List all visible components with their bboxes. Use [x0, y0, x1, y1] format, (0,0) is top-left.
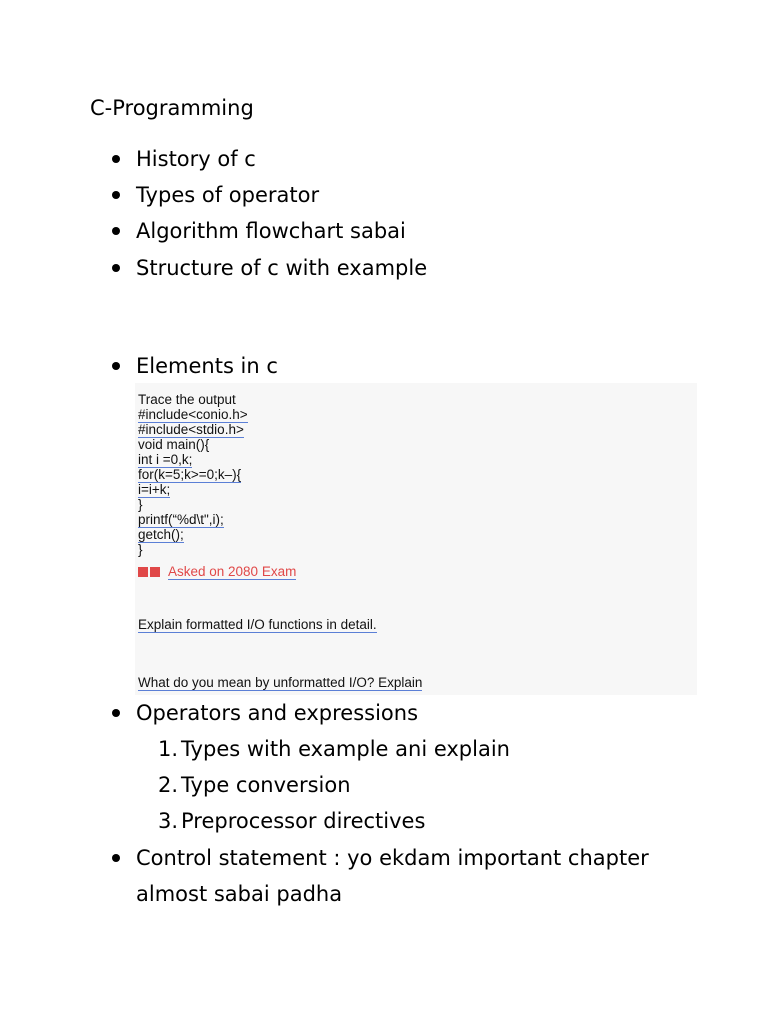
code-line: #include<stdio.h> [138, 422, 244, 437]
code-line: } [138, 542, 143, 557]
book-icon [138, 567, 160, 578]
bullet-icon [112, 264, 120, 272]
code-line: Trace the output [138, 392, 236, 407]
numbered-item: 3. Preprocessor directives [158, 809, 426, 833]
page-title: C-Programming [90, 96, 254, 120]
embedded-screenshot [135, 383, 697, 695]
bullet-icon [112, 227, 120, 235]
code-line: } [138, 497, 143, 512]
code-line: int i =0,k; [138, 452, 193, 467]
list-item-continuation: almost sabai padha [136, 882, 343, 906]
code-line: getch(); [138, 527, 184, 542]
bullet-icon [112, 155, 120, 163]
question-formatted-io: Explain formatted I/O functions in detail. [138, 617, 377, 632]
question-unformatted-io: What do you mean by unformatted I/O? Explain [138, 675, 423, 690]
code-line: i=i+k; [138, 482, 171, 497]
numbered-item: 1. Types with example ani explain [158, 737, 510, 761]
document-page: C-Programming History of c Types of operator Algorithm flowchart sabai Structure of c with example Elements in c Trace the output #include<conio.h> #include<stdio.h> void main(){ int i =0,k; for(k=5;k>=0;k–){ i=i+k; } printf(“%d\t",i); getch(); } Asked on 2080 Exam Explain formatted I/O functions in detail. What do you mean by unformatted I/O? Explain Operators and expressions 1. Types with example ani explain 2. Type conversion 3. Preprocessor directives Control statement : yo ekdam important chapter almost sabai padha [0, 0, 768, 1024]
code-line: printf(“%d\t",i); [138, 512, 224, 527]
numbered-item: 2. Type conversion [158, 773, 351, 797]
bullet-icon [112, 191, 120, 199]
code-line: for(k=5;k>=0;k–){ [138, 467, 242, 482]
bullet-icon [112, 709, 120, 717]
bullet-icon [112, 854, 120, 862]
asked-exam-label: Asked on 2080 Exam [168, 564, 297, 579]
code-line: #include<conio.h> [138, 407, 248, 422]
bullet-icon [112, 362, 120, 370]
code-line: void main(){ [138, 437, 210, 452]
